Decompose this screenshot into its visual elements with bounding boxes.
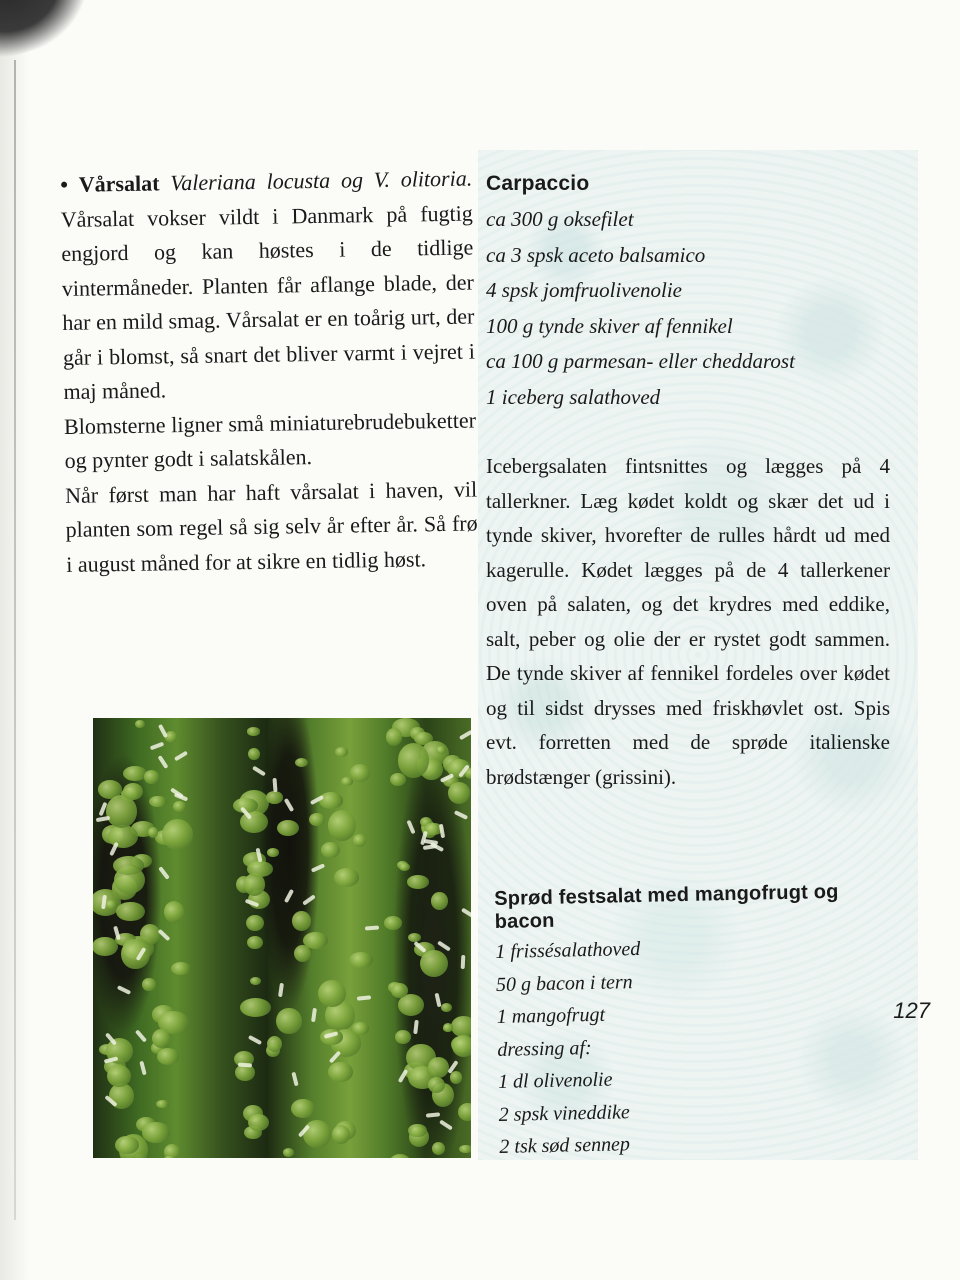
- recipe-title: Sprød festsalat med mangofrugt og bacon: [494, 880, 839, 933]
- leaf-texture: [441, 1003, 452, 1012]
- bullet: •: [60, 171, 69, 197]
- leaf-texture: [309, 813, 324, 826]
- leaf-texture: [291, 1099, 315, 1118]
- leaf-texture: [240, 998, 272, 1017]
- leaf-texture: [436, 746, 446, 754]
- leaf-texture: [148, 827, 158, 838]
- ingredient-item: ca 3 spsk aceto balsamico: [486, 242, 706, 267]
- leaf-texture: [451, 1016, 471, 1037]
- leaf-texture: [142, 1122, 169, 1142]
- leaf-texture: [106, 795, 137, 828]
- ingredient-list: [495, 928, 880, 1163]
- leaf-highlight: [140, 1061, 147, 1076]
- leaf-texture: [267, 1036, 282, 1052]
- leaf-texture: [420, 950, 448, 977]
- leaf-texture: [247, 727, 261, 735]
- leaf-highlight: [311, 1008, 317, 1022]
- ingredient-item: 1 frissésalathoved: [495, 937, 641, 963]
- leaf-texture: [107, 1065, 131, 1087]
- leaf-texture: [135, 720, 145, 728]
- leaf-texture: [335, 747, 347, 757]
- ingredient-item: 1 dl olivenolie: [497, 1068, 613, 1093]
- leaf-texture: [93, 937, 118, 957]
- leaf-highlight: [424, 839, 438, 845]
- plant-heading-paragraph: [60, 162, 476, 410]
- leaf-texture: [116, 902, 144, 921]
- leaf-texture: [171, 962, 191, 975]
- leaf-highlight: [158, 866, 170, 880]
- recipe-carpaccio: [486, 172, 906, 794]
- plant-photo: [93, 718, 471, 1158]
- leaf-texture: [428, 1057, 449, 1078]
- leaf-texture: [247, 861, 272, 876]
- leaf-highlight: [158, 755, 169, 769]
- leaf-texture: [248, 748, 260, 760]
- leaf-texture: [328, 810, 356, 841]
- leaf-highlight: [407, 820, 416, 834]
- leaf-texture: [349, 952, 373, 968]
- leaf-texture: [328, 1062, 352, 1081]
- leaf-highlight: [435, 993, 442, 1008]
- leaf-highlight: [116, 985, 130, 995]
- leaf-highlight: [158, 724, 168, 738]
- leaf-texture: [386, 728, 402, 746]
- leaf-texture: [407, 875, 429, 889]
- ingredient-item: ca 100 g parmesan- eller cheddarost: [486, 349, 795, 373]
- leaf-texture: [173, 801, 186, 811]
- leaf-texture: [164, 901, 184, 923]
- ingredient-item: 2 tsk sød sennep: [499, 1133, 631, 1158]
- leaf-texture: [267, 848, 278, 857]
- leaf-highlight: [364, 926, 378, 931]
- leaf-texture: [458, 1103, 471, 1121]
- leaf-highlight: [174, 751, 188, 762]
- leaf-texture: [277, 820, 299, 836]
- leaf-texture: [246, 915, 264, 931]
- leaf-highlight: [109, 842, 119, 856]
- leaf-highlight: [422, 844, 436, 850]
- leaf-highlight: [273, 778, 278, 792]
- leaf-texture: [115, 1136, 139, 1155]
- leaf-texture: [353, 834, 366, 847]
- leaf-texture: [250, 977, 262, 985]
- plant-description: [60, 162, 478, 582]
- leaf-texture: [149, 796, 166, 807]
- leaf-texture: [144, 770, 159, 783]
- leaf-highlight: [278, 983, 284, 997]
- page-number: 127: [893, 998, 930, 1023]
- ingredient-item: ca 300 g oksefilet: [486, 207, 634, 231]
- leaf-highlight: [438, 824, 444, 838]
- leaf-texture: [408, 1124, 427, 1137]
- leaf-texture: [390, 773, 405, 786]
- leaf-highlight: [437, 940, 451, 951]
- leaf-texture: [341, 777, 353, 786]
- leaf-texture: [384, 916, 403, 930]
- recipe-method: Icebergsalaten fintsnittes og lægges på 4 tallerkner. Læg kødet koldt og skær det ud i tynde skiver, hvorefter de rulles hårdt ud med kagerulle. Kødet lægges på de 4 tallerkener oven på salaten, og det krydres med eddike, salt, peber og olie der er rystet godt sammen. De tynde skiver af fennikel fordeles over kødet og til sidst drysses med friskhøvlet ost. Spis evt. forretten med de sprøde italienske brødstænger (grissini).: [486, 454, 890, 789]
- leaf-texture: [152, 1029, 171, 1048]
- leaf-highlight: [357, 995, 371, 1000]
- leaf-highlight: [248, 1034, 262, 1044]
- leaf-highlight: [252, 766, 266, 777]
- ingredient-item: 2 spsk vineddike: [498, 1100, 631, 1126]
- leaf-texture: [276, 1008, 302, 1035]
- plant-paragraph-2: Blomsterne ligner små miniaturebrudebuketter og pynter godt i salatskålen.: [63, 406, 477, 473]
- leaf-texture: [389, 1154, 412, 1158]
- leaf-texture: [452, 1035, 471, 1057]
- leaf-texture: [248, 1114, 270, 1132]
- ingredient-item: 4 spsk jomfruolivenolie: [486, 278, 682, 302]
- leaf-texture: [123, 783, 143, 800]
- leaf-texture: [399, 863, 411, 871]
- leaf-highlight: [461, 907, 471, 918]
- leaf-highlight: [461, 955, 466, 969]
- leaf-texture: [459, 1145, 471, 1154]
- leaf-texture: [266, 791, 284, 804]
- leaf-texture: [431, 892, 448, 910]
- leaf-texture: [283, 1148, 294, 1157]
- leaf-highlight: [413, 1020, 419, 1034]
- plant-latin-name: Valeriana locusta og V. olitoria.: [170, 165, 473, 196]
- leaf-highlight: [439, 1120, 453, 1131]
- leaf-highlight: [459, 729, 471, 739]
- leaf-texture: [294, 945, 311, 962]
- leaf-texture: [247, 936, 263, 949]
- leaf-texture: [292, 911, 312, 931]
- ingredient-item: dressing af:: [497, 1036, 592, 1061]
- ingredient-item: 1 iceberg salathoved: [486, 384, 661, 409]
- leaf-highlight: [454, 810, 468, 820]
- plant-paragraph-1: Vårsalat vokser vildt i Danmark på fugtig engjord og kan høstes i de tidlige vintermåneder. Planten får aflange blade, der har en mild smag. Vårsalat er en toårig urt, der går i blomst, så snart det bliver varmt i vejret i maj måned.: [60, 200, 476, 404]
- page-gutter: [14, 60, 16, 1220]
- leaf-highlight: [150, 742, 165, 751]
- leaf-highlight: [283, 798, 294, 812]
- leaf-texture: [448, 782, 470, 804]
- ingredient-item: 50 g bacon i tern: [495, 970, 633, 996]
- leaf-texture: [352, 1022, 369, 1035]
- leaf-texture: [450, 1071, 463, 1084]
- ingredient-item: 100 g tynde skiver af fennikel: [486, 313, 733, 338]
- recipe-title: Carpaccio: [486, 172, 590, 195]
- leaf-texture: [391, 983, 408, 998]
- leaf-texture: [156, 1100, 169, 1108]
- leaf-texture: [113, 856, 144, 875]
- plant-name: Vårsalat: [78, 170, 160, 197]
- leaf-texture: [334, 868, 359, 887]
- ingredient-list: [486, 202, 906, 415]
- leaf-texture: [332, 1125, 350, 1144]
- recipe-festsalat: [494, 880, 880, 1163]
- leaf-highlight: [311, 863, 325, 873]
- leaf-texture: [121, 939, 149, 970]
- leaf-texture: [157, 1048, 179, 1065]
- leaf-texture: [432, 1142, 445, 1154]
- ingredient-item: 1 mangofrugt: [496, 1003, 606, 1028]
- leaf-highlight: [426, 1112, 440, 1117]
- leaf-texture: [295, 758, 308, 767]
- leaf-highlight: [135, 1030, 147, 1043]
- leaf-highlight: [284, 889, 294, 903]
- leaf-texture: [162, 819, 193, 850]
- leaf-highlight: [302, 895, 316, 906]
- leaf-texture: [350, 764, 370, 782]
- leaf-texture: [321, 842, 340, 859]
- leaf-texture: [395, 1030, 411, 1044]
- leaf-texture: [398, 743, 429, 777]
- leaf-highlight: [329, 1050, 341, 1063]
- plant-paragraph-3: Når først man har haft vårsalat i haven, vil planten som regel så sig selv år efter år. Så frø i august måned for at sikre en tidlig høst.: [64, 475, 478, 577]
- leaf-highlight: [292, 1072, 299, 1087]
- leaf-texture: [142, 978, 156, 992]
